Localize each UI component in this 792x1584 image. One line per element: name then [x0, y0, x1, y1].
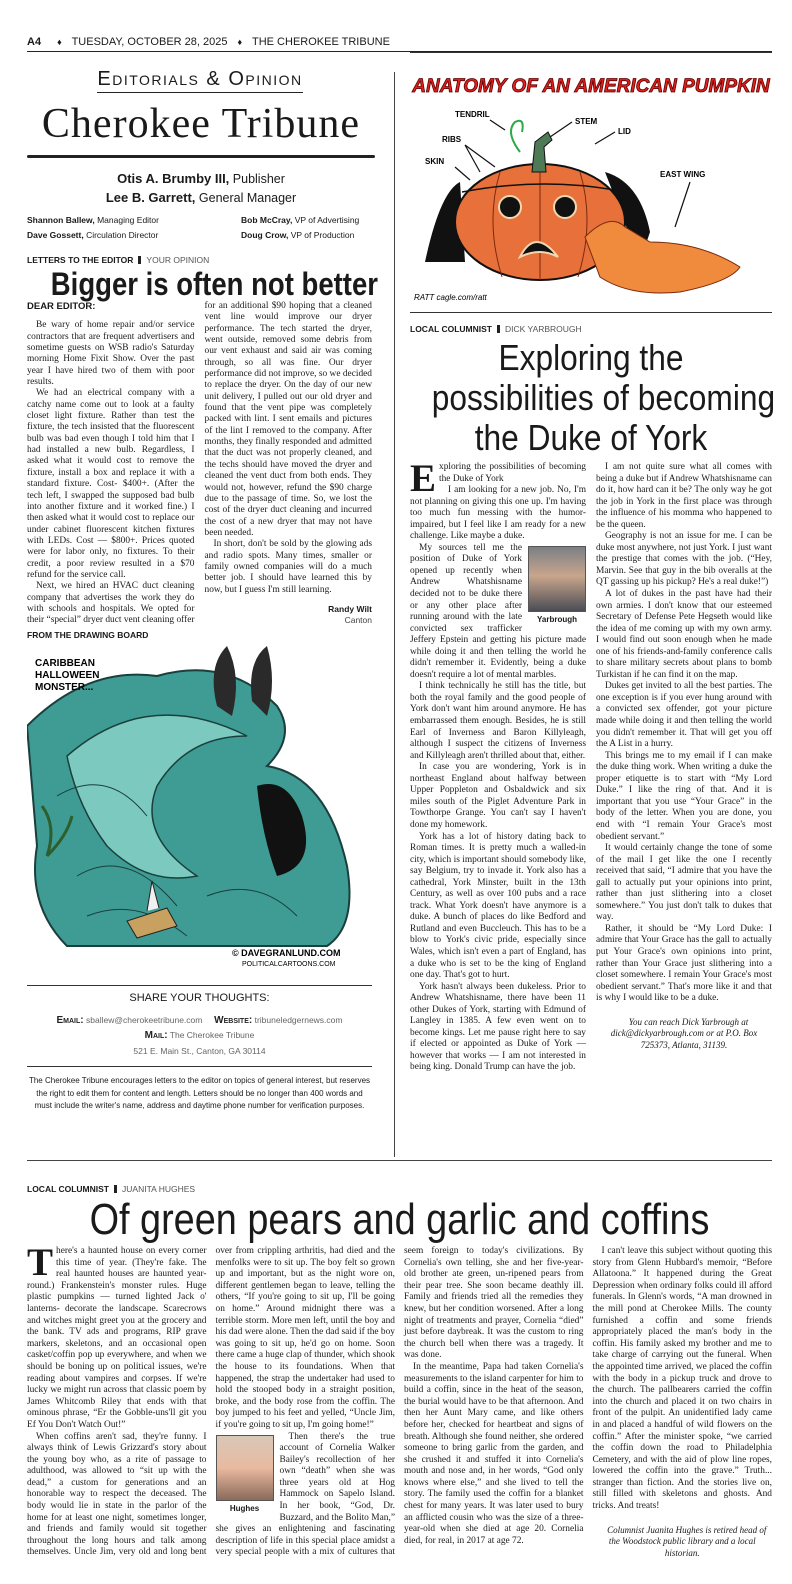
pumpkin-cartoon	[410, 62, 772, 307]
paragraph: York hasn't always been dukeless. Prior to Andrew Whatshisname, there have been 11 other Dukes of York, starting with Edmund of Langley in 1385. A few even went on to become kings. Let me pause right here to say if elected or appointed as Duke of York — however that works — I am not interested in being king. Donald Trump can have the job.	[410, 981, 586, 1073]
drop-cap: T	[27, 1241, 54, 1284]
staff-entry: Doug Crow, VP of Production	[241, 230, 355, 240]
paragraph: I can't leave this subject without quoting this story from Glenn Hubbard's memoir, “Before Allatoona.” It happened during the Great Depression when ordinary folks could ill afford funerals. In Glenn's words, “A man drowned in the mill pond at Cherokee Mills. The county furnished a coffin and some friends appropriately placed the man's body in the coffin. His family asked my brother and me to take charge of carrying out the funeral. When the appointed time arrived, we placed the coffin with the body in a pickup truck and drove to the church. The pallbearers carried the coffin into the church and placed it on two chairs in front of the pulpit. An unidentified lady came in and placed a handful of wild flowers on the coffin.” After the minister spoke, “we carried the coffin down the road to Philadelphia Cemetery, and with the aid of plow line ropes, lowered the coffin into the grave.” Truth... stranger than fiction. And the stories live on, still filled with skeletons and ghosts. And tricks. And treats!	[592, 1246, 772, 1512]
paragraph: I am looking for a new job. No, I'm not planning on giving this one up. I'm having too much fun messing with the humor-impaired, but I feel like I am ready for a new challenge. Like maybe a duke.	[410, 485, 586, 542]
gm-title: General Manager	[198, 191, 297, 205]
svg-text:EAST WING: EAST WING	[660, 170, 706, 179]
paragraph: I think technically he still has the title, but both the royal family and the good people of York don't want him around anymore. He has embarrassed them enough. Besides, he is still Earl of Inverness and Baron Killyleagh, although I suspect the citizens of Inverness and Killyleagh aren't thrilled about that, either.	[410, 681, 586, 761]
paragraph: When coffins aren't sad, they're funny. I always think of Lewis Grizzard's story about the young boy who, as a rite of passage to adulthood, was allowed to “sit up with the dead,” a custom for generations and an honorable way to respect the deceased. The body would lie in state in the parlor of the home for at least one night, sometimes longer, and friends and family would sit together throughout the long hours and talk among themselves. Uncle Jim, very old and long bent over from crippling arthritis, had died and the menfolks were to sit up. The boy felt so grown up and important, but as the night wore on, different gentlemen began to leave, telling the others, “If you're going to sit up, I'll be going on home.” Around midnight there was a terrible storm. More men left, until the boy and his dad were alone. Then the dad said if the boy was going to sit up, he'd go on home. Soon there came a huge clap of thunder, which shook the house to its foundations. When that happened, the strap the undertaker had used to hold the stooped body in a straight position, broke, and the body rose from the coffin. The boy jumped to his feet and yelled, “Uncle Jim, if you're going to sit up, I'm going home!”	[27, 1246, 395, 1558]
paragraph: A lot of dukes in the past have had their own armies. I don't know that our esteemed Secretary of Defense Pete Hegseth would like the idea of me coming up with my own army. I would find out soon enough when he made one of his friends-and-family conference calls to share military secrets about plans to bomb Turkistan if he can find it on the map.	[596, 589, 772, 680]
svg-text:RIBS: RIBS	[442, 135, 462, 144]
paper-name: THE CHEROKEE TRIBUNE	[252, 36, 390, 48]
hughes-body	[27, 1241, 772, 1559]
paragraph: Rather, it should be “My Lord Duke: I admire that Your Grace has the gall to actually put Your Grace's own opinions into print, rather than Your Grace just slithering into a closet somewhere. I remain Your Grace's most obedient servant.” That's more like it and that is why I would like to be a duke.	[596, 923, 772, 1004]
paragraph: There's a haunted house on every corner this time of year. (They're fake. The real haunted houses are haunted year-round.) Frankenstein's monster rules. Huge plastic pumpkins — turned lighted Jack o' lanterns- decorate the landscape. Scarecrows and witches might greet you at the grocery and the bank. TV ads and programs, RIP grave markers, skeletons, and an occasional open casket/coffin pop up everywhere, and when we should be boning up on political issues, we're reading about vampires and corpses. If we're lucky we might run across that classic poem by James Whitcomb Riley that ends with that ominous phrase, “Er the Gobble-uns'll git you Ef You Don't Watch Out!”	[27, 1241, 207, 1430]
svg-text:TENDRIL: TENDRIL	[455, 110, 490, 119]
drawing-board-kicker: FROM THE DRAWING BOARD	[27, 630, 149, 640]
paragraph: My sources tell me the position of Duke of York opened up recently when Andrew Whatshisname decided not to be duke there or any other place after running around with the late convicted sex trafficker Jeffery Epstein and getting his picture made while doing it and then telling the world he didn't remember it. Evidently, being a duke doesn't require a lot of mental marbles.	[410, 542, 586, 680]
paragraph: Then there's the true account of Cornelia Walker Bailey's recollection of her own “death” when she was three years old at Hog Hammock on Sapelo Island. In her book, “God, Dr. Buzzard, and the Bolito Man,” she gives an enlightening and fascinating description of life in this special place amidst a very special people with a mix of cultures that seem foreign to today's civilizations. By Cornelia's own telling, she and her five-year-old brother ate green, un-ripened pears from their pear tree. She soon became deathly ill. Family and friends tried all the remedies they knew, but her condition worsened. After a long night of treatments and prayer, Cornelia “died” just before daybreak. It was the custom to ring the church bell when there was a tragedy. It was done.	[215, 1246, 584, 1558]
hughes-kicker: LOCAL COLUMNIST JUANITA HUGHES	[27, 1184, 196, 1194]
paragraph: We had an electrical company with a catchy name come out to look at a faulty closet light fixture. Rather than test the fixture, the tech insisted that the fluorescent bulb was bad even though I told him that I had installed a new bulb. Regardless, I asked what it would cost to remove the fixture, install a box and replace it with a standard fixture. Cost- $400+. (After the tech left, I swapped the supposed bad bulb into another fixture and it worked fine.) I then asked what it would cost to replace our under cabinet fluorescent kitchen fixtures with LEDs. Cost — $800+. Prices quoted were for labor only, no fixtures. To their credit, a poor review resulted in a $70 refund for the service call.	[27, 388, 195, 580]
divider	[27, 985, 372, 986]
paragraph: Be wary of home repair and/or service contractors that are frequent advertisers and sometime guests on WSB radio's Saturday morning Home Fixit Show. Over the past year I have hired two of them with poor results.	[27, 320, 195, 388]
author-tagline: Columnist Juanita Hughes is retired head of the Woodstock public library and a local historian.	[607, 1524, 767, 1558]
letters-policy: The Cherokee Tribune encourages letters to the editor on topics of general interest, but reserves the right to edit them for content and length. Letters should be no longer than 400 words and must include the writer's name, address and daytime phone number for verification purposes.	[28, 1076, 371, 1110]
photo-caption: Yarbrough	[536, 614, 577, 624]
hughes-headline: Of green pears and garlic and coffins	[89, 1195, 710, 1244]
drop-cap: E	[410, 457, 437, 500]
cartoon-caption: CARIBBEAN HALLOWEEN MONSTER...	[35, 658, 100, 693]
email-link[interactable]: sballew@cherokeetribune.com	[85, 1015, 203, 1025]
separator-icon: ♦	[237, 37, 243, 47]
mail-address: 521 E. Main St., Canton, GA 30114	[133, 1046, 266, 1056]
letters-kicker: LETTERS TO THE EDITOR YOUR OPINION	[27, 255, 210, 265]
issue-date: TUESDAY, OCTOBER 28, 2025	[71, 36, 228, 48]
cartoon-credit-2: POLITICALCARTOONS.COM	[242, 961, 336, 968]
columnist-portrait	[216, 1435, 274, 1501]
share-title: SHARE YOUR THOUGHTS:	[129, 992, 270, 1004]
separator-icon: ♦	[57, 37, 62, 47]
staff-entry: Bob McCray, VP of Advertising	[241, 215, 360, 225]
yarbrough-kicker: LOCAL COLUMNIST DICK YARBROUGH	[410, 324, 582, 334]
gm-line	[27, 190, 375, 205]
section-title: Editorials & Opinion	[97, 68, 303, 93]
svg-text:LID: LID	[618, 127, 631, 136]
contact-line: Email: sballew@cherokeetribune.com Website: tribuneledgernews.com	[56, 1015, 343, 1026]
paragraph: I am not quite sure what all comes with being a duke but if Andrew Whatshisname can do it, how hard can it be? The only way he got the job in York in the first place was through the influence of his momma who happened to be the queen.	[596, 462, 772, 530]
yarbrough-headline: Exploring the possibilities of becoming the Duke of York	[431, 337, 776, 458]
cartoon-credit: © DAVEGRANLUND.COM	[232, 948, 341, 958]
letter-headline: Bigger is often not better	[50, 266, 378, 302]
column-divider	[394, 72, 395, 1157]
paragraph: In case you are wondering, York is in northeast England about halfway between Upper Poppleton and Osbaldwick and six miles south of the Piglet Adventure Park in Towthorpe Grange. You can't say I haven't done my homework.	[410, 762, 586, 830]
yarbrough-photo	[528, 546, 586, 626]
paragraph: This brings me to my email if I can make the duke thing work. When writing a duke the proper etiquette is to start with “My Lord Duke.” I like the ring of that. And it is important that you use “Your Grace” in the body of the letter. When you are done, you end with “I remain Your Grace's most obedient servant.”	[596, 750, 772, 842]
paragraph: Next, we hired an HVAC duct cleaning company that advertises the work they do with schools and hospitals. We opted for their “special” dryer duct vent cleaning offer for an additional $90 hoping that a cleaned vent line would improve our dryer performance. The tech started the dryer, went outside, removed some debris from our vent exhaust and said air was coming through, so all was fine. Our dryer performance did not improve, so we decided to replace the dryer. On the day of our new unit delivery, I pulled out our old dryer and found that the vent pipe was completely packed with lint. I sent emails and pictures of the lint I removed to the company. After months, they finally responded and admitted that the duct was not properly cleaned, and the techs should have moved the dryer and cleaned the vent duct from both ends. They would not, however, refund the $90 charge due to the passage of time. So, we lost the cost of the dryer duct cleaning and incurred the cost of a new dryer that may not have been needed.	[27, 301, 372, 626]
photo-caption: Hughes	[229, 1503, 260, 1513]
gm-name: Lee B. Garrett,	[105, 190, 196, 205]
columnist-portrait	[528, 546, 586, 612]
hurricane-cartoon	[27, 646, 372, 968]
mail-line: Mail: The Cherokee Tribune	[144, 1030, 255, 1041]
cartoon-title: ANATOMY OF AN AMERICAN PUMPKIN	[412, 76, 770, 97]
yarbrough-body	[410, 457, 772, 1074]
svg-text:STEM: STEM	[575, 117, 598, 126]
author-tagline: You can reach Dick Yarbrough at dick@dickyarbrough.com or at P.O. Box 725373, Atlanta, 31139.	[610, 1016, 758, 1050]
publisher-name: Otis A. Brumby III,	[117, 171, 230, 186]
website-link[interactable]: tribuneledgernews.com	[254, 1015, 343, 1025]
paragraph: Geography is not an issue for me. I can be duke most anywhere, not just York. I just want the prestige that comes with the job. (“Hey, Marvin. See that guy in the bib overalls at the QT gassing up his pickup? He's a real duke!”)	[596, 531, 772, 588]
paragraph: Dukes get invited to all the best parties. The one exception is if you ever hung around with a convicted sex offender, got your picture made while doing it and then telling the world you didn't remember it. That will get you off the A List in a hurry.	[596, 681, 772, 750]
cartoon-credit: RATT cagle.com/ratt	[414, 293, 487, 302]
divider	[410, 52, 772, 53]
divider	[410, 312, 772, 313]
letter-body	[27, 301, 372, 627]
divider	[27, 1066, 372, 1067]
svg-text:SKIN: SKIN	[425, 157, 445, 166]
paragraph: In short, don't be sold by the glowing ads and radio spots. Many times, smaller or family owned companies will do a much better job. I should have learned this by now, but I guess I'm still learning.	[204, 539, 372, 595]
publisher-line	[27, 171, 375, 186]
section-divider	[27, 1160, 772, 1161]
signature-city: Canton	[344, 615, 372, 626]
publisher-title: Publisher	[232, 172, 285, 186]
signature: Randy Wilt	[328, 603, 372, 614]
hughes-photo	[216, 1435, 274, 1515]
masthead: Cherokee Tribune	[41, 101, 361, 147]
folio-line	[27, 36, 772, 52]
paragraph: It would certainly change the tone of some of the mail I get like the one I recently received that said, “I admire that you have the gall to actually put your opinions into print, rather than just slithering into a closet somewhere.” You just don't talk to dukes that way.	[596, 843, 772, 923]
masthead-rule	[27, 155, 375, 158]
staff-entry: Dave Gossett, Circulation Director	[27, 230, 159, 240]
staff-entry: Shannon Ballew, Managing Editor	[27, 215, 159, 225]
paragraph: Exploring the possibilities of becoming the Duke of York	[410, 457, 586, 500]
paragraph: In the meantime, Papa had taken Cornelia's measurements to the island carpenter for him to build a coffin, since in the heat of the season, the burial would have to be that afternoon. And then her Aunt Mary came, and like others before her, checked for heartbeat and signs of breath. Although she found neither, she ordered someone to bring garlic from the garden, and she crushed it and stuffed it into Cornelia's mouth and nose and, in her words, “God only knows where else,” and she lived to tell the story. The family used the coffin for a blanket chest for many years. It was later used to bury an afflicted cousin who was the size of a three-year-old when she died at age 20. Cornelia died, for real, in 2017 at age 72.	[404, 1361, 584, 1546]
paragraph: York has a lot of history dating back to Roman times. It is pretty much a walled-in city, which is important should somebody like, say Belgium, try to invade it. York also has a cathedral, York Minster, built in the 13th Century, as well as over 100 pubs and a race track. What York doesn't have anymore is a duke. A bunch of places do like Bedford and Rutland and even Buccleuch. This has to be a blow to York's civic pride, especially since Wales, which isn't even a part of England, has a duke who is set to be the king of England one day. That's got to hurt.	[410, 831, 586, 981]
salutation: DEAR EDITOR:	[27, 301, 96, 312]
page-number: A4	[27, 36, 42, 48]
